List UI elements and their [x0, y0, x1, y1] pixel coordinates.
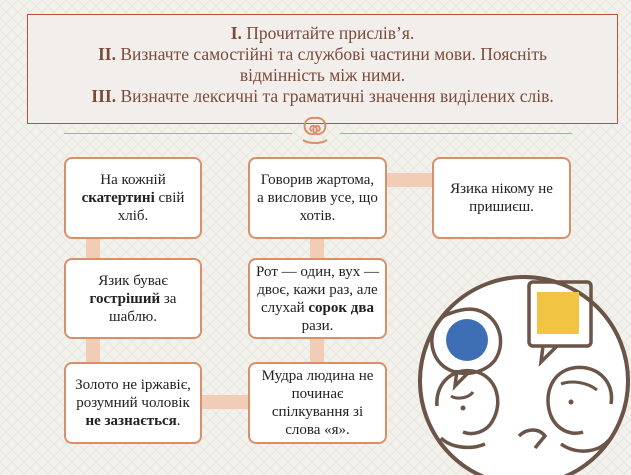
proverb-card-1: На кожній скатертині свій хліб.	[64, 157, 202, 239]
divider-left	[64, 133, 292, 134]
task-line-1: I. Прочитайте прислів’я.	[230, 23, 415, 43]
task-header	[27, 14, 618, 124]
proverb-card-7: Язика нікому не пришиєш.	[432, 157, 571, 239]
task-line-4: III. Визначте лексичні та граматичні значення виділених слів.	[91, 86, 554, 106]
proverb-card-6: Мудра людина не починає спілкування зі слова «я».	[248, 362, 387, 444]
connector-4-7	[387, 173, 434, 187]
connector-2-3	[86, 338, 100, 364]
proverb-card-2: Язик буває гостріший за шаблю.	[64, 258, 202, 339]
ornament-icon	[293, 114, 337, 148]
connector-5-4	[310, 237, 324, 259]
connector-1-2	[86, 237, 100, 259]
task-line-2: II. Визначте самостійні та службові частини мови. Поясніть	[97, 44, 548, 64]
two-people-talking-icon	[411, 268, 631, 475]
blue-circle-icon	[446, 319, 488, 361]
proverb-card-3: Золото не іржавіє, розумний чоловік не зазнається.	[64, 362, 202, 444]
proverb-card-5: Рот — один, вух — двоє, кажи раз, але слухай сорок два рази.	[248, 258, 387, 339]
yellow-square-icon	[537, 292, 579, 334]
connector-6-5	[310, 337, 324, 364]
connector-3-6	[202, 395, 249, 409]
task-line-3: відмінність між ними.	[239, 65, 406, 85]
proverb-card-4: Говорив жартома, а висловив усе, що хотів.	[248, 157, 387, 239]
divider-right	[340, 133, 572, 134]
